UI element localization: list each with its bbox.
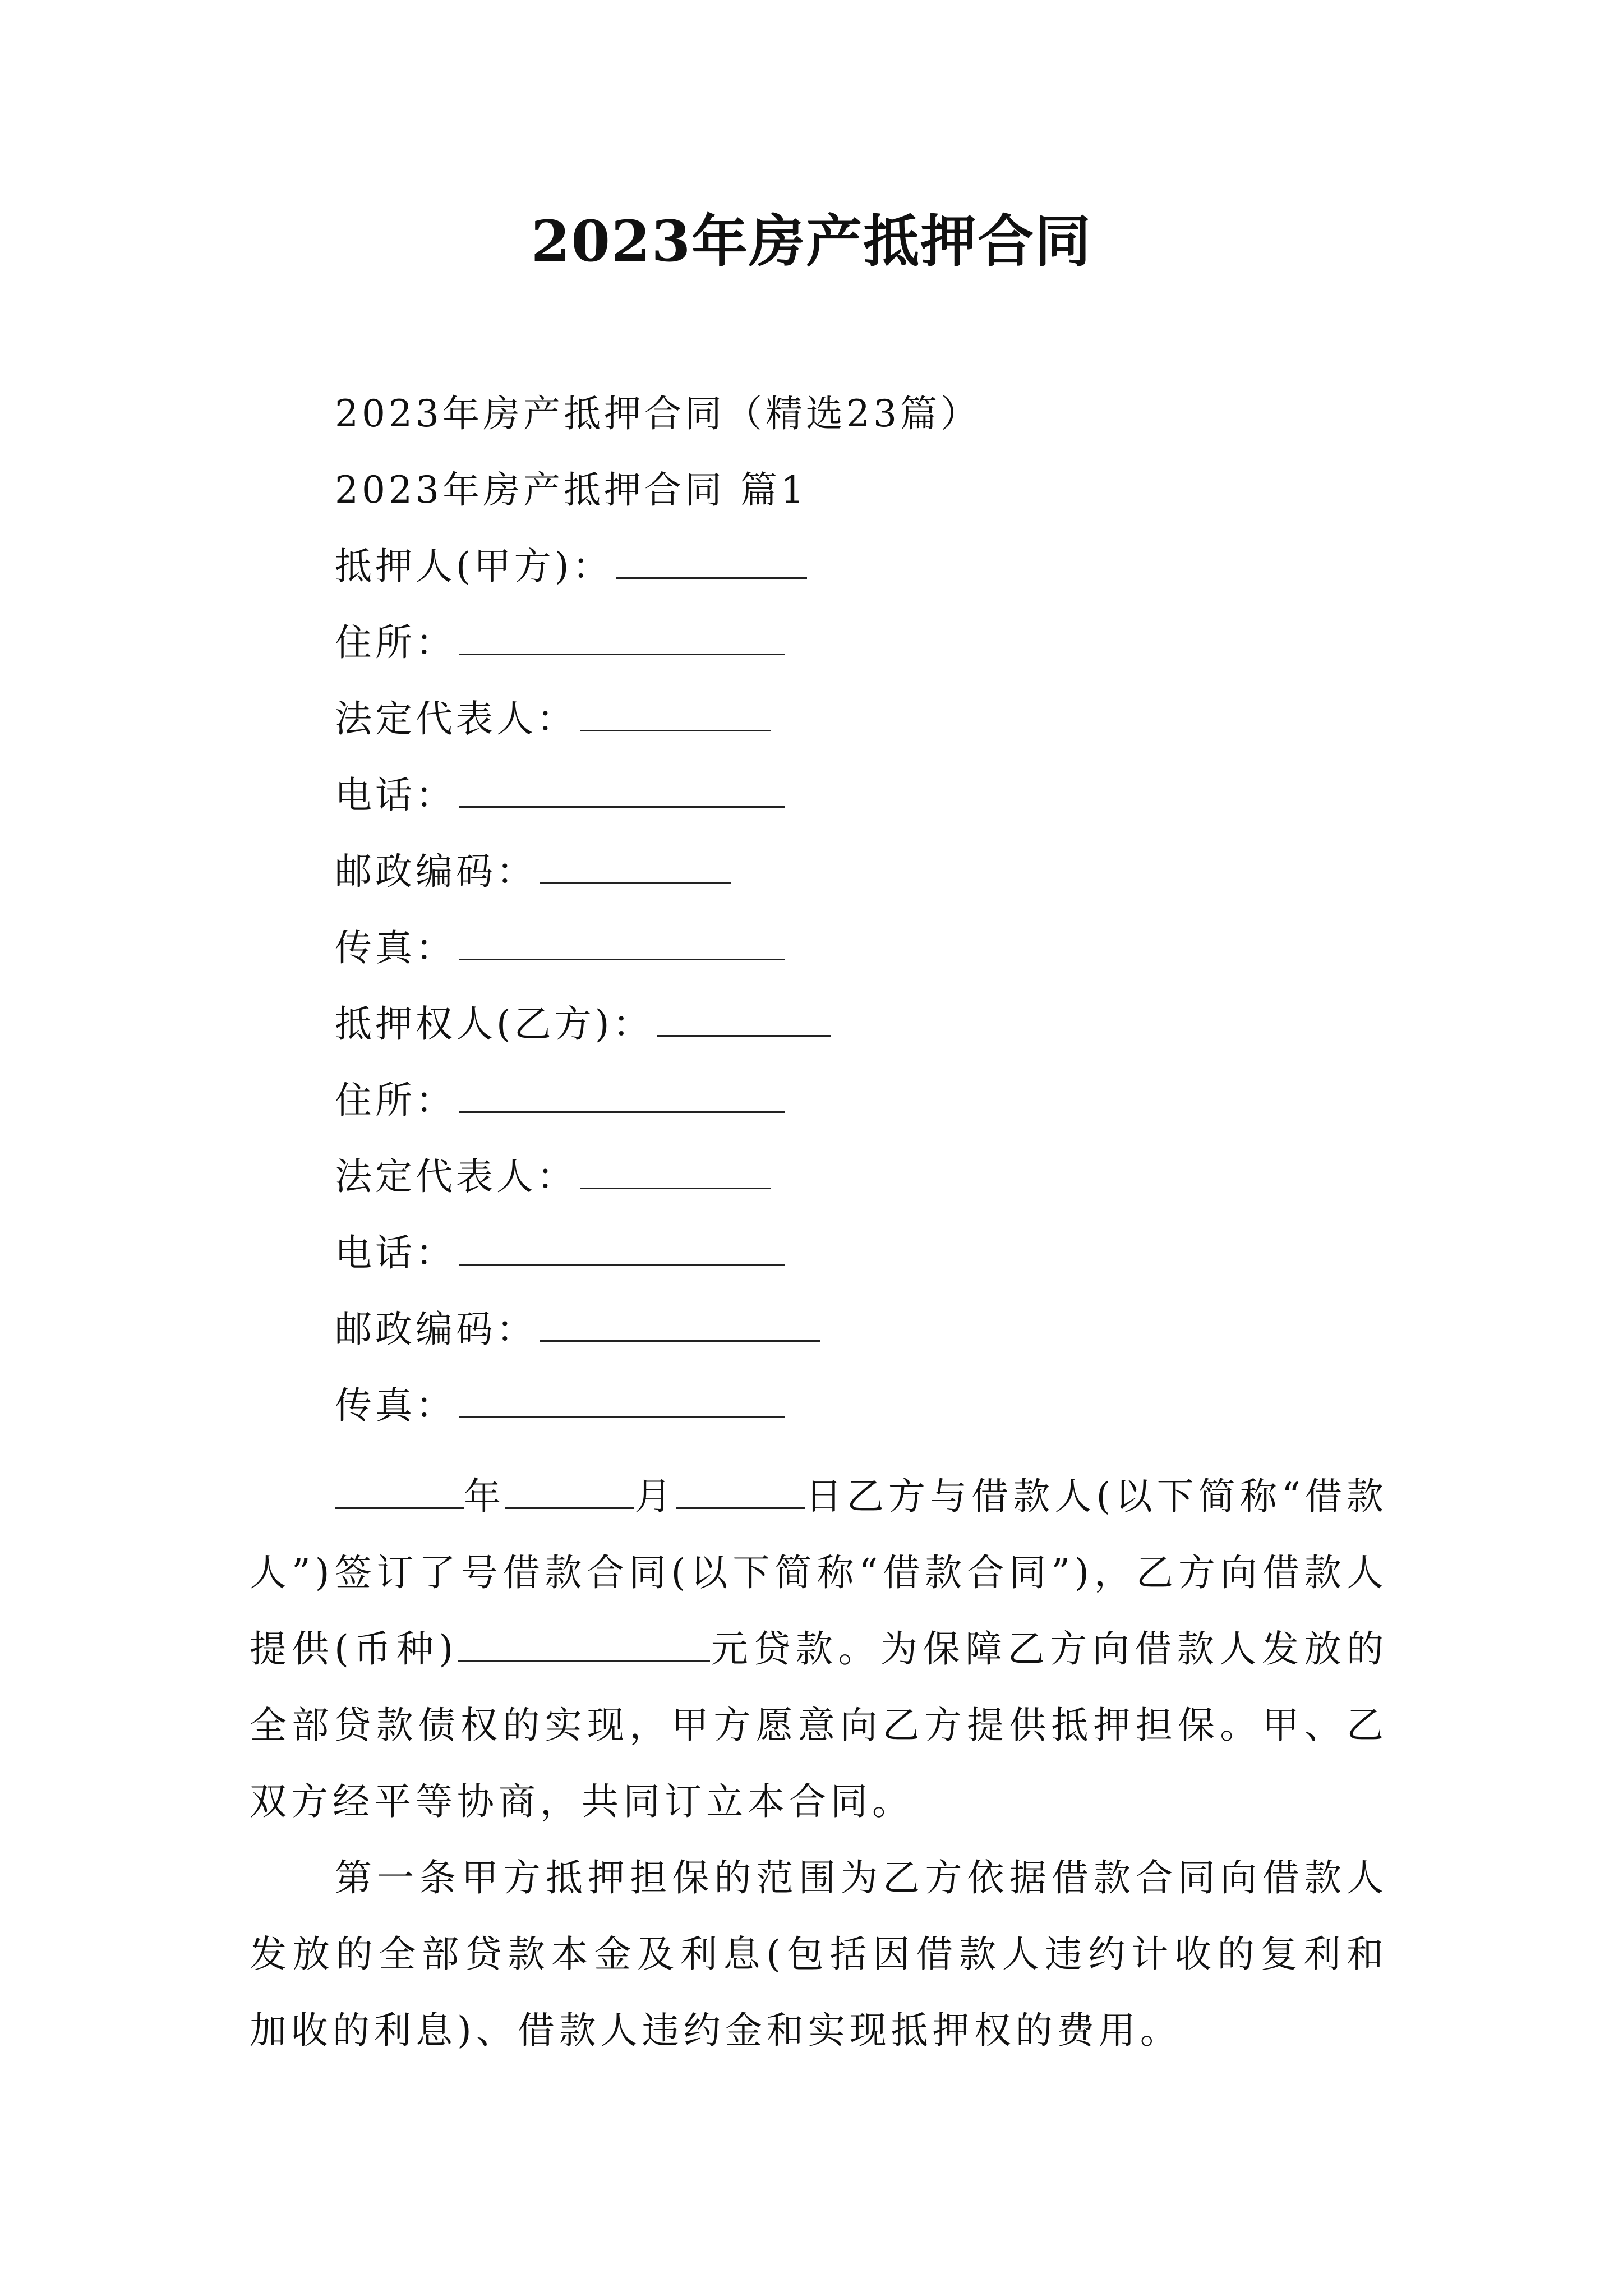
month-label: 月 <box>634 1475 676 1518</box>
fill-blank <box>657 1001 831 1037</box>
section-heading: 2023年房产抵押合同 篇1 <box>335 468 808 512</box>
field-label: 传真： <box>335 1384 456 1427</box>
field-postcode-a <box>335 845 731 899</box>
fill-blank-month <box>505 1474 634 1509</box>
fill-blank <box>580 1154 771 1189</box>
document-title: 2023年房产抵押合同 <box>531 208 1092 274</box>
fill-blank <box>459 620 785 655</box>
fill-blank-year <box>335 1474 464 1509</box>
field-address-a <box>335 616 785 670</box>
fill-blank <box>459 925 785 960</box>
fill-blank <box>540 849 731 884</box>
field-phone-a <box>335 769 785 822</box>
field-label: 住所： <box>335 621 456 664</box>
field-label: 电话： <box>335 1231 456 1274</box>
field-legal-rep-b <box>335 1150 771 1204</box>
field-mortgagee <box>335 997 831 1051</box>
field-fax-b <box>335 1379 785 1433</box>
paragraph-intro <box>250 1458 1388 1840</box>
document-subtitle: 2023年房产抵押合同（精选23篇） <box>335 392 981 435</box>
field-label: 邮政编码： <box>335 850 537 893</box>
fill-blank <box>459 1078 785 1113</box>
fill-blank <box>459 1230 785 1266</box>
fill-blank-amount <box>458 1626 710 1662</box>
year-label: 年 <box>464 1475 506 1518</box>
paragraph-intro-text: 日乙方与借款人(以下简称“借款人”)签订了号借款合同(以下简称“借款合同”)，乙方向借款人提供(币种) <box>250 1475 1388 1671</box>
field-label: 抵押人(甲方)： <box>335 545 613 588</box>
field-label: 邮政编码： <box>335 1308 537 1351</box>
field-label: 传真： <box>335 926 456 969</box>
field-fax-a <box>335 921 785 975</box>
fill-blank <box>616 544 807 579</box>
field-phone-b <box>335 1226 785 1280</box>
fill-blank <box>540 1306 820 1342</box>
fill-blank <box>459 772 785 808</box>
fill-blank <box>580 696 771 731</box>
field-label: 电话： <box>335 774 456 817</box>
fill-blank <box>459 1383 785 1418</box>
field-postcode-b <box>335 1303 820 1356</box>
field-label: 法定代表人： <box>335 1155 577 1198</box>
paragraph-article-1: 第一条甲方抵押担保的范围为乙方依据借款合同向借款人发放的全部贷款本金及利息(包括因借款人违约计收的复利和加收的利息)、借款人违约金和实现抵押权的费用。 <box>250 1856 1388 2052</box>
field-mortgagor <box>335 540 807 593</box>
field-label: 法定代表人： <box>335 697 577 740</box>
field-address-b <box>335 1074 785 1128</box>
fill-blank-day <box>676 1474 805 1509</box>
field-legal-rep-a <box>335 692 771 746</box>
field-label: 住所： <box>335 1079 456 1122</box>
paragraph-intro-rest: 元贷款。为保障乙方向借款人发放的全部贷款债权的实现，甲方愿意向乙方提供抵押担保。甲、乙双方经平等协商，共同订立本合同。 <box>250 1627 1389 1823</box>
field-label: 抵押权人(乙方)： <box>335 1002 653 1046</box>
